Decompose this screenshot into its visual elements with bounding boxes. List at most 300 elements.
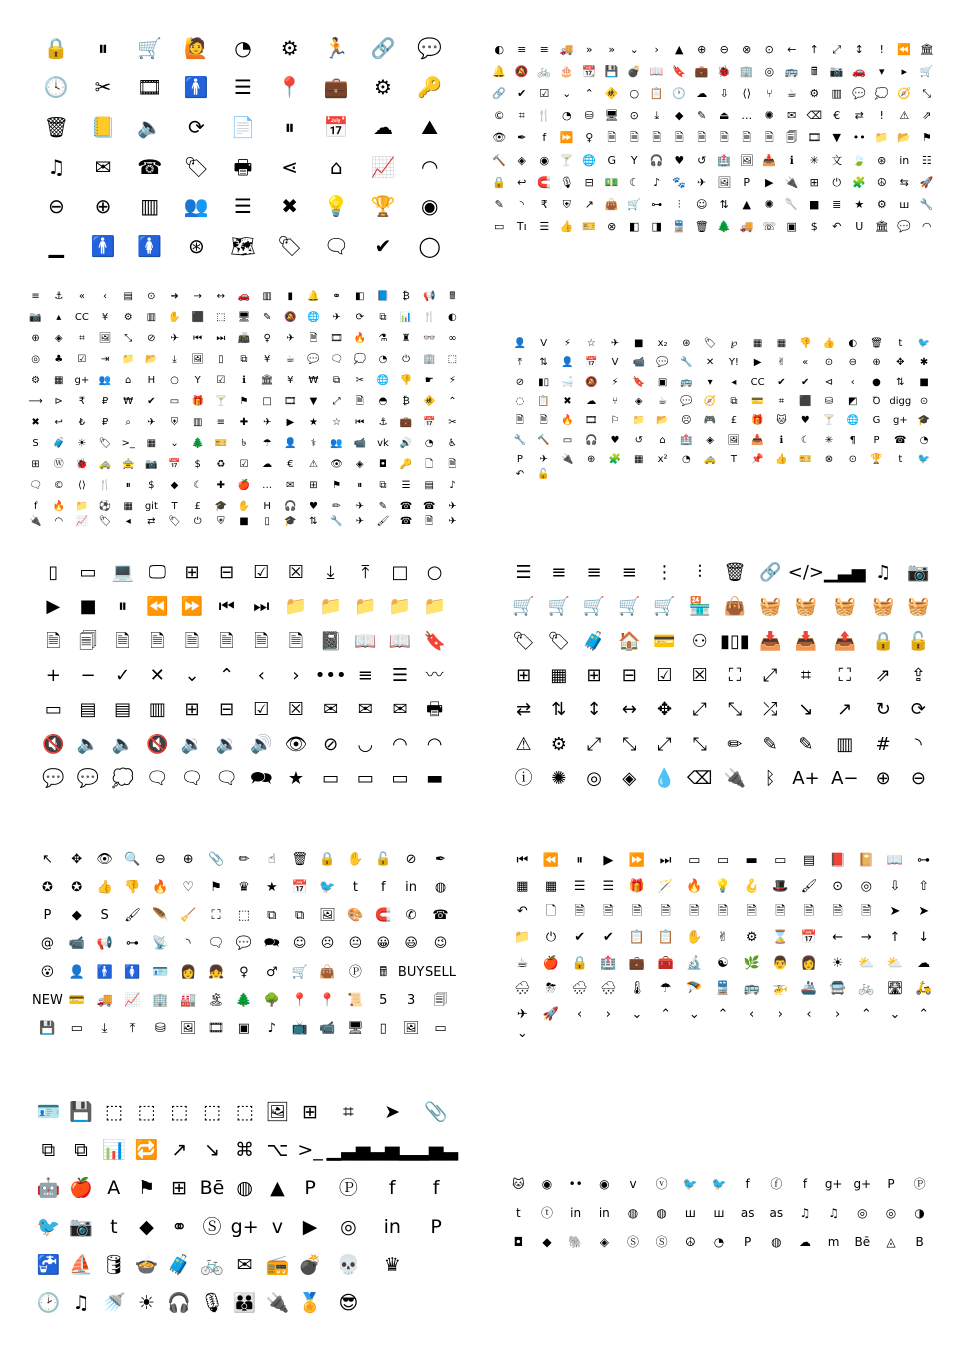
ring-icon: ◯ [418,234,441,259]
columns-small-icon: ▥ [146,312,157,324]
circle-notch-icon: ◌ [515,395,525,407]
font-increase-icon: A+ [792,767,820,789]
trash-icon: 🗑 [43,115,70,140]
toggle-left-icon: ◧ [629,220,640,234]
yin-yang-icon: ☯ [717,955,729,971]
th-icon: ▦ [146,437,157,449]
image-small-icon: 🖼 [98,333,112,345]
soccer-ball-icon: ⚽ [98,500,112,512]
scooter-icon: 🛵 [915,981,932,997]
envelope-icon: ✉ [94,154,112,179]
chat-double-icon: 🗪 [250,767,273,789]
anchor-icon: ⚓ [54,291,64,303]
coffee-icon: ☕ [786,87,797,101]
minus-square-outline-icon: ⊟ [621,664,637,686]
rocket-icon: 🚀 [919,175,934,189]
camera-icon: 📷 [829,64,844,78]
sell-badge-icon: SELL [425,964,456,980]
compress-icon: ⤡ [922,87,932,101]
plug-large-icon: 🔌 [723,767,747,789]
calendar-mini-icon: 📅 [584,357,598,369]
battery-full-icon: ▬ [426,767,444,789]
pinterest-circle-icon: Ⓟ [338,1177,358,1200]
pause-icon: ⏸ [284,115,295,140]
google-plus-square-icon: g+ [892,415,908,427]
copy-tiny-icon: ⧉ [379,479,387,491]
share-square-icon: ↗ [584,198,594,212]
crown-large-icon: ♛ [383,1253,401,1276]
plane-icon: ✈ [332,312,341,324]
skype-large-icon: Ⓢ [202,1215,222,1238]
text-file-icon: 🗎 [631,904,643,920]
plus-circle-icon: ⊕ [697,42,707,56]
leaf-icon: 🍃 [852,153,867,167]
navigation-icon: ➤ [384,1100,401,1123]
mustache-icon: 〰 [425,664,444,686]
qrcode-icon: ▦ [634,454,644,466]
record-icon: ⊙ [832,878,844,894]
ticket-small-icon: 🎫 [214,437,228,449]
cash-register-icon: 🖩 [379,964,388,980]
clock-icon: 🕓 [43,75,69,100]
key-small-icon: 🔑 [399,458,413,470]
ticket-mini-icon: 🎫 [798,454,812,466]
image-frame-icon: ▣ [237,1021,251,1037]
shopping-cart-tiny-icon: 🛒 [291,964,308,980]
hospital-small-icon: 🏥 [680,434,693,446]
toolbar-icon-set [506,556,936,796]
refresh-icon: ⟳ [187,115,205,140]
selection-right-icon: ⬚ [235,1100,254,1123]
thumbs-down-small-icon: 👎 [798,337,812,349]
android-large-icon: 🤖 [36,1177,61,1200]
hand-raise-icon: ✋ [686,929,703,945]
css3-icon: ◈ [54,333,63,345]
moon-icon: ☾ [629,175,640,189]
wrench-mini-icon: 🔧 [513,434,527,446]
picture-icon: 🖼 [179,1021,197,1037]
times-circle-icon: ⊗ [607,220,617,234]
rain-cloud-icon: 🌧 [571,981,588,997]
shield-icon: ⛨ [562,198,571,212]
trash-large-icon: 🗑 [723,562,747,584]
paypal-small-icon: P [43,908,52,924]
cube-small-icon: ⬛ [798,395,812,407]
moon-mini-icon: ☾ [800,434,810,446]
satellite-icon: ⚡ [563,337,571,349]
link-icon: 🔗 [370,35,396,60]
h-square-icon: H [263,500,271,512]
handset-icon: ✆ [405,908,417,924]
database-small-icon: ⛁ [824,395,834,407]
dot-circle-icon: ⊙ [629,109,639,123]
battery-three-quarter-icon: ▬ [745,853,758,869]
filter-icon: ▼ [832,131,841,145]
film-strip-icon: 🎞 [283,395,297,407]
vimeo-circle-icon: ⓥ [655,1177,668,1192]
cube-icon: ⬛ [191,312,204,324]
magnifier-icon: 🔍 [124,851,141,867]
caret-left-square-icon: ◂ [731,376,737,388]
grin-icon: 😀 [376,936,391,952]
send-back-icon: ⧉ [295,908,305,924]
envelope-download-icon: ✉ [392,699,408,721]
code-file-icon: 🗎 [803,904,815,920]
bicycle-icon: 🚲 [537,64,552,78]
check-square-tiny-icon: ☑ [239,458,249,470]
chat-outline-small-icon: 🗨 [207,936,225,952]
bar-chart-tiny-icon: ▥ [192,416,203,428]
arrow-up-right-icon: ↗ [837,699,853,721]
code-icon: ⟨⟩ [742,87,752,101]
blogger-icon: B [915,1234,924,1249]
stack-icon: ≣ [832,198,842,212]
circle-outline-icon: ○ [426,562,443,584]
paragraph-icon: ¶ [849,434,856,446]
trend-up-icon: ↗ [171,1138,188,1161]
pie-chart-mini-icon: ◔ [919,434,929,446]
pause-small-icon: ⏸ [125,479,131,491]
hanger-icon: 🪝 [743,878,760,894]
folder-minus-icon: 📁 [354,596,377,618]
tag-icon: 🏷 [183,154,210,179]
power-button-icon: ⏻ [545,929,557,945]
chevron-down-icon: ⌄ [629,42,639,56]
dropbox-circle-icon: ◆ [542,1234,552,1249]
truck-small-icon: 🚚 [739,220,754,234]
arrows-inward-icon: ⤡ [692,733,707,755]
google-plus-logo-icon: g+ [824,1177,843,1192]
book-text-icon: 📖 [388,630,412,652]
signal-large-icon: ▁▃▅ [824,562,866,584]
phone-square-icon: ☎ [423,500,436,512]
eye-slash-icon: ⊘ [147,333,156,345]
rss-large-icon: ◝ [914,733,922,755]
database-icon: ⛁ [584,109,594,123]
mixi-icon: m [827,1234,840,1249]
zoom-out-large-icon: ⊖ [910,767,926,789]
stop-mini-icon: ■ [919,376,929,388]
file-text-icon: 🗎 [355,395,364,407]
window-minus-icon: ⊟ [219,699,235,721]
rupee-small-icon: ₹ [78,395,86,407]
star-circle-icon: ✪ [41,879,53,895]
medkit-icon: ✚ [216,479,226,491]
gift-box-icon: 🎁 [628,878,646,894]
magnet-small-icon: 🧲 [375,908,392,924]
minus-circle-icon: ⊖ [719,42,729,56]
bar-graph-alt-icon: ▃▅▂ [370,1138,415,1161]
music-tiny-icon: ♪ [449,479,456,491]
skype-small-icon: Ⓢ [626,1234,639,1249]
empire-icon: ✺ [764,109,774,123]
lock-tiny-icon: 🔒 [571,955,588,971]
spinner-icon: ✺ [764,198,774,212]
pdf-file-icon: 🗎 [603,904,614,920]
paperclip-icon: 📎 [207,851,225,867]
shopping-bag-icon: 👜 [604,198,619,212]
align-left-icon: ≡ [517,42,527,56]
code-small-icon: ⟨⟩ [77,479,86,491]
yen-icon: ¥ [101,312,109,324]
notebook-icon: 📒 [90,115,116,140]
outline-device-icon-set [36,556,452,796]
airplane-small-icon: ✈ [516,1006,528,1022]
facebook-icon: f [542,131,547,145]
car-icon: 🚗 [852,64,867,78]
bus-small-icon: 🚌 [680,376,693,388]
hand-pointer-icon: ☝ [267,851,276,867]
award-badge-icon: 🏅 [298,1292,322,1315]
dashed-frame-icon: ⬚ [237,908,251,924]
list-alt-icon: ☷ [921,153,932,167]
rupee-icon: ₹ [540,198,548,212]
satellite-dish-icon: 📡 [152,936,169,952]
trending-chart-icon: 📈 [370,154,396,179]
line-chart-icon: 📈 [75,515,89,527]
inbox-upload-icon: 📤 [833,630,856,652]
file-icon: 🗎 [607,131,617,145]
pencil-square-icon: ✎ [378,500,388,512]
chart-file-icon: 🗎 [689,904,700,920]
paper-plane-o-icon: ✈ [147,416,156,428]
download-circle-icon: ⇩ [889,878,901,894]
life-ring-icon: ⊛ [877,153,887,167]
sad-icon: ☹ [320,936,335,952]
umbrella-icon: ☂ [262,437,272,449]
cloud-small-icon: ☁ [262,458,273,470]
twitter-circle-icon: 🐦 [711,1177,727,1192]
window-check-icon: ☑ [253,699,270,721]
globe-small-icon: 🌐 [307,312,320,324]
child-small-icon: 🚸 [423,395,436,407]
bell-small-icon: 🔔 [307,291,320,303]
chain-icon: 🔗 [492,87,507,101]
life-ring-small-icon: ⊛ [682,337,691,349]
coffee-small-icon: ☕ [285,354,295,366]
stumbleupon-circle-icon: ꟺ [713,1205,725,1220]
media-weather-icon-set [508,848,938,1040]
cut-icon: ✂ [355,375,364,387]
asterisk-icon: ✱ [919,357,929,369]
bicycle-large-icon: 🚲 [200,1253,224,1276]
battery-icon: ▮ [287,291,294,303]
flame-icon: 🔥 [52,500,65,512]
fire-icon: 🔥 [353,333,366,345]
recycle-icon: ♻ [216,458,226,470]
paw-icon: 🐾 [672,175,687,189]
fast-forward-small-icon: ⏭ [216,333,226,345]
compass-outline-icon: ⊘ [405,851,417,867]
shuffle-icon: ⤮ [762,699,778,721]
dribbble-large-icon: ◍ [236,1177,253,1200]
cart-plus-icon: 🛒 [919,64,934,78]
vertical-resize-icon: ↕ [854,42,864,56]
comment-small-icon: 💬 [307,354,320,366]
play-icon: ▶ [286,416,295,428]
cab-icon: 🚕 [98,458,112,470]
eyedropper-icon: ✒ [517,131,527,145]
file-pdf-small-icon: 🗎 [425,515,434,527]
paper-plane-o-small-icon: ✈ [610,337,620,349]
wrench-icon: 🔧 [919,198,934,212]
hdd-small-icon: ▭ [562,434,573,446]
cutlery-tiny-icon: 🍴 [98,479,112,491]
circle-o-icon: ○ [170,375,179,387]
basket-icon: 🧺 [758,596,782,618]
large-mixed-icon-set [32,1093,458,1323]
lock-outline-icon: 🔒 [319,851,336,867]
close-small-icon: ✖ [31,416,40,428]
github-alt-icon: 🐱 [776,415,787,427]
file-o-icon: 🗋 [425,458,434,470]
share-icon: ⋖ [281,154,299,179]
text-height-small-icon: T [730,454,737,466]
spoon-icon: 🥄 [784,198,799,212]
selection-up-icon: ⬚ [170,1100,189,1123]
toggle-on-icon: ⊙ [848,454,857,466]
plus-icon: + [45,664,61,686]
wrench-small-icon: 🔧 [330,515,343,527]
surprised-icon: 😮 [40,964,55,980]
lightbulb-icon: 💡 [323,194,349,219]
weibo-icon: ◔ [424,437,434,449]
equalizer-icon: ⫶ [697,562,702,584]
window-plus-icon: ⊞ [184,699,200,721]
camera-large-icon: 📷 [907,562,930,584]
soundcloud-icon: ☁ [798,1234,811,1249]
terminal-icon: >_ [121,437,135,449]
paper-plane-small-icon: ✈ [170,333,179,345]
option-key-icon: ⌥ [266,1138,289,1161]
instagram-small-icon: ◘ [513,1234,524,1249]
crop-large-icon: ⌗ [800,664,811,686]
headphones-large-icon: 🎧 [167,1292,192,1315]
edit-square-icon: ✎ [494,198,504,212]
bar-graph-thin-icon: ▂▅▃ [414,1138,458,1161]
rewind-small-icon: ⏪ [542,853,560,869]
phone-small-icon: ☎ [399,500,413,512]
fa-icon: f [33,500,38,512]
tiny-glyph-icon-set-a [24,287,464,527]
airplane-icon: ✈ [262,416,272,428]
download-box-icon: ⤓ [101,1021,108,1037]
tag-small-icon: 🏷 [98,437,112,449]
monitor-plus-icon: ⊞ [184,562,200,584]
tree-icon: 🌲 [717,220,732,234]
unlock-large-icon: 🔓 [907,630,930,652]
scroll-icon: 📜 [347,993,364,1009]
lock-large-icon: 🔒 [871,630,895,652]
google-drive-icon: ◬ [886,1234,896,1249]
collapse-large-icon: ⤡ [727,699,743,721]
comments-icon: 💭 [874,87,889,101]
file-excel-icon: 🗎 [742,131,752,145]
facebook-box-icon: f [432,1177,440,1200]
twitter-square-icon: 🐦 [917,337,931,349]
delicious-icon: ◩ [848,395,858,407]
facebook-square-icon: f [380,879,386,895]
bookmark-solid-icon: 🔖 [423,630,446,652]
gamepad-icon: 🎮 [703,415,717,427]
pine-tree-icon: 🌲 [235,993,252,1009]
tags-icon: 🏷 [547,630,571,652]
eye-icon: 👁 [492,131,507,145]
loop-icon: 🔁 [134,1138,159,1161]
power-tiny-icon: ⏻ [193,515,202,527]
thermometer-icon: 🌡 [628,981,646,997]
bars-file-icon: 🗎 [746,904,757,920]
empty-slot-3-icon [414,1285,458,1323]
magic-wand-icon: 🪄 [657,878,674,894]
bolt-icon: ⚡ [611,376,619,388]
crop-small-icon: ⌗ [79,333,85,345]
cart-close-outline-icon: 🛒 [653,596,676,618]
chevron-up-square-outline-icon: ⌃ [918,1006,930,1022]
globe-tiny-icon: 🌐 [376,375,390,387]
anchor-small-icon: ⚓ [378,416,388,428]
small-glyph-icon-set [488,38,938,238]
angle-double-left-icon: « [78,291,85,303]
yahoo-icon: Y! [728,357,739,369]
cart-plus-outline-icon: 🛒 [547,596,571,618]
undo-icon: ↶ [832,220,842,234]
plus-circle-small-icon: ⊕ [587,454,596,466]
bitcoin-icon: ₿ [402,291,410,303]
storm-cloud-icon: ⛈ [545,981,557,997]
calendar-small-icon: 📆 [582,64,597,78]
pinterest-logo-icon: P [304,1177,316,1200]
file-small-icon: 🗎 [309,333,318,345]
chevron-left-icon: ‹ [850,376,855,388]
tty-icon: ☏ [762,220,777,234]
pinterest-mini-icon: P [516,454,523,466]
forward-circle-small-icon: ➤ [918,904,930,920]
image-icon: 🖼 [739,153,754,167]
basket-check-icon: 🧺 [871,596,895,618]
cake-icon: 🎂 [559,64,574,78]
file-mini-icon: 🗎 [515,415,524,427]
compass-icon: 🧭 [897,87,912,101]
like-icon: 👍 [96,879,113,895]
vertical-ellipsis-icon: ⋮ [655,562,674,584]
paint-roller-icon: 🖌 [800,878,818,894]
eject-icon: ⏏ [719,109,730,123]
window-list-icon: ▤ [79,699,97,721]
comment-icon: 💬 [852,87,867,101]
paper-plane-tiny-icon: ✈ [355,500,364,512]
arrow-down-right-icon: ↘ [798,699,814,721]
twitter-bird-icon: 🐦 [319,879,336,895]
circle-thin-icon: ○ [629,87,640,101]
medical-kit-icon: ⊞ [302,1100,319,1123]
file-close-icon: 🗎 [288,630,304,652]
volume-icon: 🔈 [137,115,163,140]
face-woman-icon: 👩 [800,955,818,971]
cloud-upload-icon: ☁ [372,115,393,140]
notebook-outline-icon: 📓 [319,630,342,652]
power-small-icon: ⏻ [402,354,411,366]
apple-logo-icon: 🍎 [69,1177,93,1200]
chevron-left-circle-icon: ‹ [577,1006,583,1022]
select-frame-icon: ⛶ [838,664,852,686]
file-excel-small-icon: 🗎 [539,415,548,427]
empty-slot-icon [414,1246,458,1284]
skip-back-circle-icon: ⏮ [218,596,235,618]
bring-front-icon: ⧉ [267,908,277,924]
bus-icon: 🚌 [784,64,799,78]
dollar-small-icon: $ [194,458,201,470]
